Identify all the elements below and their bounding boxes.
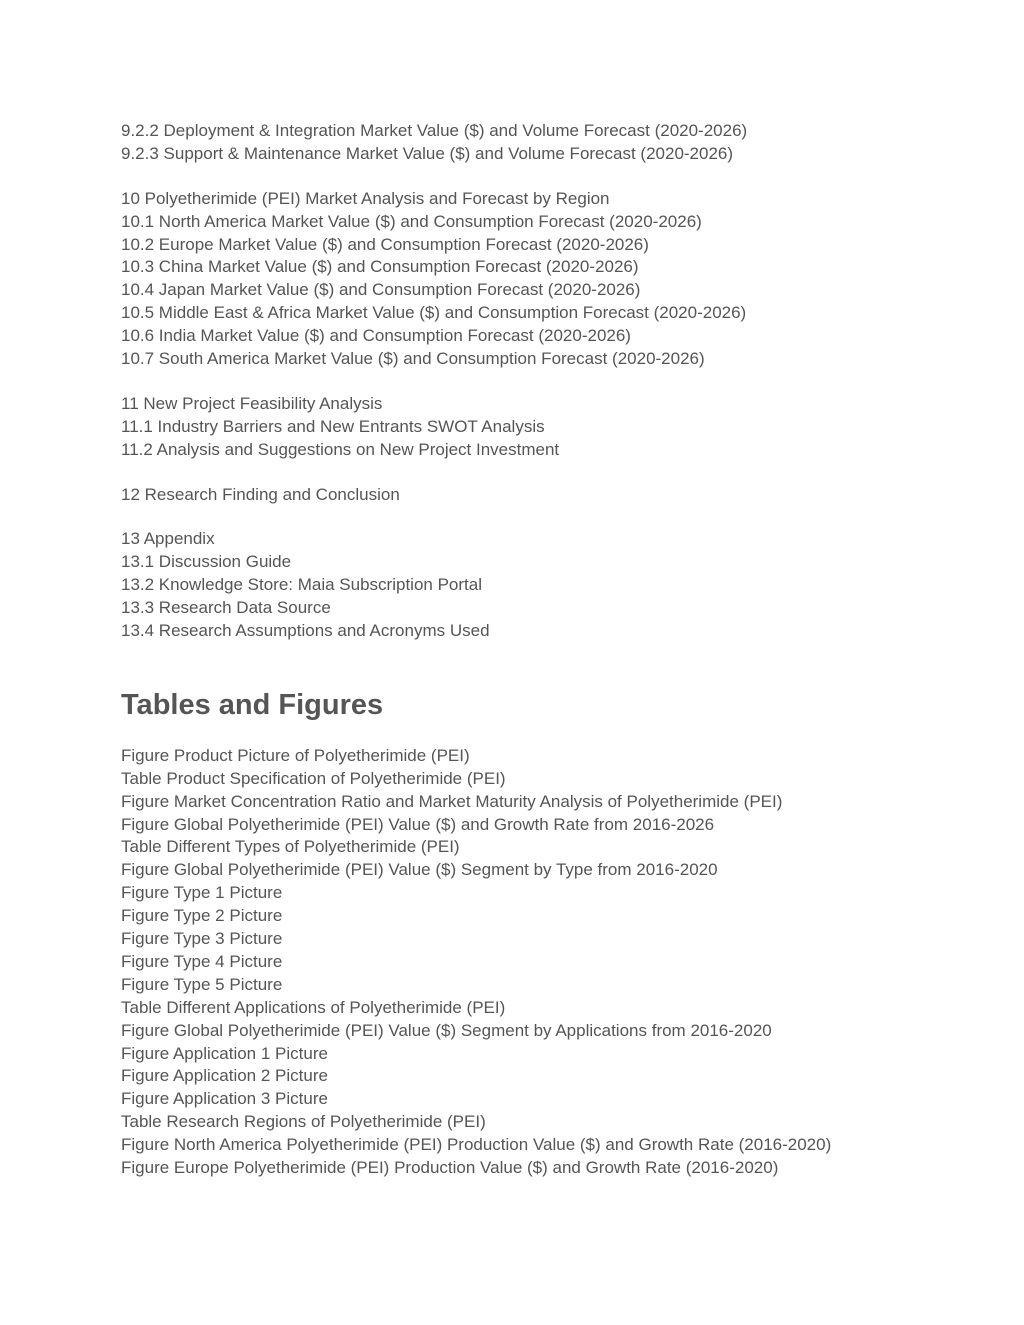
toc-entry: 9.2.3 Support & Maintenance Market Value ($) and Volume Forecast (2020-2026) — [121, 143, 734, 163]
figure-entry: Table Research Regions of Polyetherimide (PEI) — [121, 1112, 486, 1132]
toc-entry: 12 Research Finding and Conclusion — [121, 484, 400, 504]
toc-entry: 13 Appendix — [121, 529, 215, 549]
toc-entry: 10.5 Middle East & Africa Market Value ($) and Consumption Forecast (2020-2026) — [121, 303, 747, 323]
toc-entry: 10.1 North America Market Value ($) and Consumption Forecast (2020-2026) — [121, 211, 702, 231]
figure-entry: Figure Type 3 Picture — [121, 929, 283, 949]
toc-entry: 10.7 South America Market Value ($) and Consumption Forecast (2020-2026) — [121, 349, 705, 369]
figure-entry: Figure Global Polyetherimide (PEI) Value ($) and Growth Rate from 2016-2026 — [121, 814, 715, 834]
figure-entry: Table Product Specification of Polyetherimide (PEI) — [121, 768, 506, 788]
toc-entry: 10.3 China Market Value ($) and Consumption Forecast (2020-2026) — [121, 257, 639, 277]
toc-entry: 11.2 Analysis and Suggestions on New Project Investment — [121, 439, 560, 459]
figure-entry: Figure Europe Polyetherimide (PEI) Production Value ($) and Growth Rate (2016-2020) — [121, 1157, 779, 1177]
toc-group — [121, 120, 1001, 166]
figure-entry: Figure North America Polyetherimide (PEI) Production Value ($) and Growth Rate (2016-2020) — [121, 1135, 832, 1155]
figure-entry: Figure Global Polyetherimide (PEI) Value ($) Segment by Applications from 2016-2020 — [121, 1020, 772, 1040]
toc-entry: 9.2.2 Deployment & Integration Market Value ($) and Volume Forecast (2020-2026) — [121, 121, 748, 140]
figure-entry: Table Different Applications of Polyetherimide (PEI) — [121, 997, 506, 1017]
figure-entry: Figure Type 1 Picture — [121, 883, 283, 903]
tables-and-figures-heading: Tables and Figures — [121, 688, 384, 721]
figure-entry: Figure Application 3 Picture — [121, 1089, 328, 1109]
toc-group — [121, 484, 1001, 507]
figure-entry: Figure Application 1 Picture — [121, 1043, 328, 1063]
figure-entry: Table Different Types of Polyetherimide (PEI) — [121, 837, 460, 857]
toc-entry: 10.6 India Market Value ($) and Consumption Forecast (2020-2026) — [121, 326, 631, 346]
toc-entry: 13.3 Research Data Source — [121, 598, 331, 618]
toc-entry: 10 Polyetherimide (PEI) Market Analysis and Forecast by Region — [121, 188, 610, 208]
figure-entry: Figure Type 2 Picture — [121, 906, 283, 926]
figure-entry: Figure Type 4 Picture — [121, 951, 283, 971]
toc-group — [121, 188, 1001, 371]
toc-entry: 13.4 Research Assumptions and Acronyms Used — [121, 621, 490, 641]
toc-entry: 11.1 Industry Barriers and New Entrants SWOT Analysis — [121, 416, 545, 436]
figure-entry: Figure Market Concentration Ratio and Market Maturity Analysis of Polyetherimide (PEI) — [121, 791, 783, 811]
toc-entry: 13.2 Knowledge Store: Maia Subscription Portal — [121, 575, 482, 595]
toc-group — [121, 528, 1001, 642]
toc-entry: 11 New Project Feasibility Analysis — [121, 393, 383, 413]
toc-entry: 10.4 Japan Market Value ($) and Consumption Forecast (2020-2026) — [121, 280, 641, 300]
document-page — [121, 120, 1001, 1180]
toc-entry: 10.2 Europe Market Value ($) and Consumption Forecast (2020-2026) — [121, 234, 649, 254]
figure-entry: Figure Application 2 Picture — [121, 1066, 328, 1086]
toc-entry: 13.1 Discussion Guide — [121, 552, 292, 572]
table-of-contents — [121, 120, 1001, 643]
figure-entry: Figure Type 5 Picture — [121, 974, 283, 994]
figure-entry: Figure Product Picture of Polyetherimide (PEI) — [121, 745, 470, 765]
toc-group — [121, 393, 1001, 462]
figure-entry: Figure Global Polyetherimide (PEI) Value ($) Segment by Type from 2016-2020 — [121, 860, 718, 880]
figures-list — [121, 745, 1001, 1180]
